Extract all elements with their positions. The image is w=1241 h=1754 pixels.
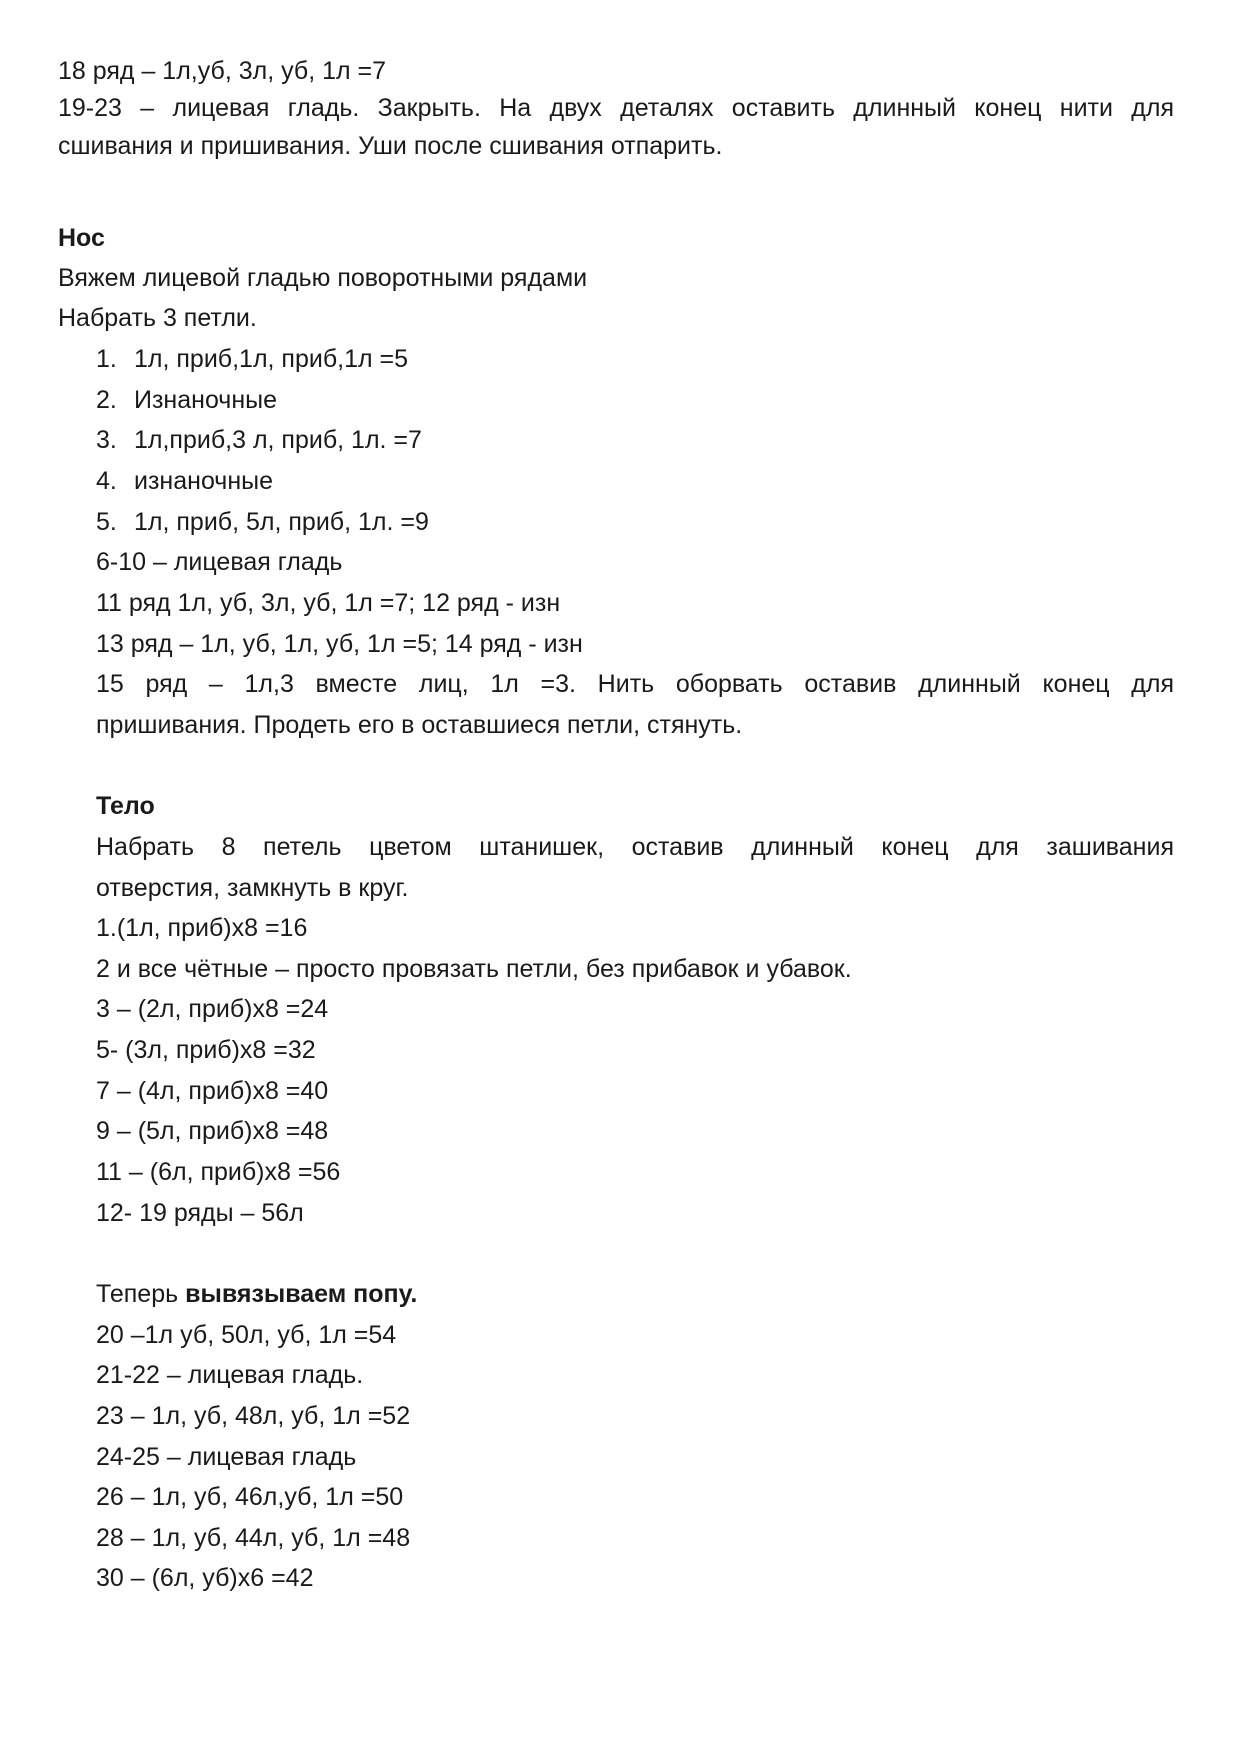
nose-row-15-line2: пришивания. Продеть его в оставшиеся петли, стянуть.: [96, 711, 743, 739]
step-text: 1л,приб,3 л, приб, 1л. =7: [134, 426, 422, 454]
body-row: 11 – (6л, приб)х8 =56: [96, 1158, 341, 1186]
nose-row-11: 11 ряд 1л, уб, 3л, уб, 1л =7; 12 ряд - изн: [96, 589, 561, 617]
nose-intro-1: Вяжем лицевой гладью поворотными рядами: [58, 264, 588, 292]
butt-heading-prefix: Теперь: [96, 1280, 186, 1308]
butt-row: 23 – 1л, уб, 48л, уб, 1л =52: [96, 1402, 411, 1430]
nose-step-2: [96, 385, 277, 415]
butt-row: 30 – (6л, уб)х6 =42: [96, 1564, 314, 1592]
row-19-23-line1: 19-23 – лицевая гладь. Закрыть. На двух деталях оставить длинный конец нити для: [58, 94, 1174, 122]
body-row: 9 – (5л, приб)х8 =48: [96, 1117, 329, 1145]
step-text: 1л, приб,1л, приб,1л =5: [134, 345, 409, 373]
body-intro-line2: отверстия, замкнуть в круг.: [96, 874, 409, 902]
butt-row: 28 – 1л, уб, 44л, уб, 1л =48: [96, 1524, 411, 1552]
butt-heading-bold: вывязываем попу.: [185, 1280, 418, 1308]
butt-row: 21-22 – лицевая гладь.: [96, 1361, 364, 1389]
body-row: 12- 19 ряды – 56л: [96, 1199, 304, 1227]
nose-intro-2: Набрать 3 петли.: [58, 304, 257, 332]
step-text: изнаночные: [134, 467, 274, 495]
nose-row-15-line1: 15 ряд – 1л,3 вместе лиц, 1л =3. Нить оборвать оставив длинный конец для: [96, 670, 1174, 698]
body-row: 7 – (4л, приб)х8 =40: [96, 1077, 329, 1105]
step-number: 2.: [96, 386, 117, 414]
step-text: 1л, приб, 5л, приб, 1л. =9: [134, 508, 429, 536]
row-19-23-line2: сшивания и пришивания. Уши после сшивания отпарить.: [58, 132, 723, 160]
section-title-nose: Нос: [58, 224, 105, 252]
step-text: Изнаночные: [134, 386, 278, 414]
butt-row: 26 – 1л, уб, 46л,уб, 1л =50: [96, 1483, 404, 1511]
nose-step-3: [96, 425, 422, 455]
body-row: 1.(1л, приб)х8 =16: [96, 914, 308, 942]
nose-step-1: [96, 344, 408, 374]
row-18: 18 ряд – 1л,уб, 3л, уб, 1л =7: [58, 57, 387, 85]
body-row: 2 и все чётные – просто провязать петли, без прибавок и убавок.: [96, 955, 852, 983]
nose-row-6-10: 6-10 – лицевая гладь: [96, 548, 343, 576]
nose-step-4: [96, 466, 273, 496]
step-number: 4.: [96, 467, 117, 495]
body-row: 3 – (2л, приб)х8 =24: [96, 995, 329, 1023]
butt-heading: [96, 1279, 417, 1309]
nose-row-13: 13 ряд – 1л, уб, 1л, уб, 1л =5; 14 ряд - изн: [96, 630, 583, 658]
step-number: 3.: [96, 426, 117, 454]
section-title-body: Тело: [96, 792, 155, 820]
nose-step-5: [96, 507, 429, 537]
body-intro-line1: Набрать 8 петель цветом штанишек, оставив длинный конец для зашивания: [96, 833, 1174, 861]
butt-row: 20 –1л уб, 50л, уб, 1л =54: [96, 1321, 397, 1349]
step-number: 1.: [96, 345, 117, 373]
step-number: 5.: [96, 508, 117, 536]
body-row: 5- (3л, приб)х8 =32: [96, 1036, 316, 1064]
butt-row: 24-25 – лицевая гладь: [96, 1443, 357, 1471]
